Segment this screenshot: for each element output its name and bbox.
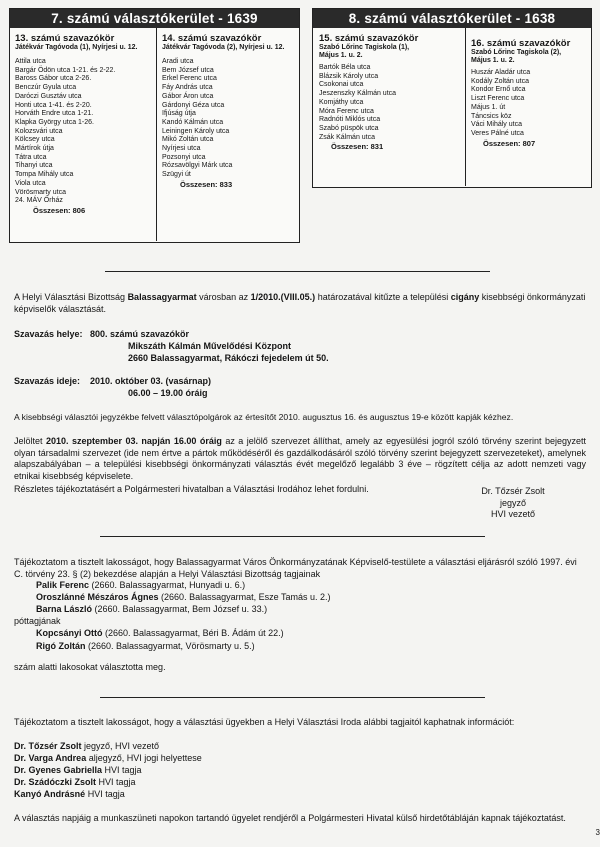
details-text: Részletes tájékoztatásért a Polgármesteri hivatalban a Választási Irodához lehet fordulni. bbox=[14, 484, 369, 494]
street-name: Fáy András utca bbox=[162, 84, 213, 92]
voting-hours: 06.00 – 19.00 óráig bbox=[128, 388, 208, 398]
member-name: Kanyó Andrásné bbox=[14, 789, 86, 799]
street-name: Ifjúság útja bbox=[162, 110, 196, 118]
street-name: Benczúr Gyula utca bbox=[15, 84, 77, 92]
precinct-16-total: Összesen: 807 bbox=[483, 138, 536, 148]
street-name: Veres Pálné utca bbox=[471, 129, 524, 137]
member-name: Oroszlánné Mészáros Ágnes bbox=[36, 592, 159, 602]
column-divider bbox=[465, 28, 466, 186]
precinct-15-location bbox=[319, 44, 465, 60]
location-line: Május 1. u. 2. bbox=[471, 57, 515, 64]
venue-building: Mikszáth Kálmán Művelődési Központ bbox=[128, 341, 292, 351]
time-label: Szavazás ideje: bbox=[14, 376, 81, 386]
member-role: aljegyző, HVI jogi helyettese bbox=[86, 753, 202, 763]
street-list bbox=[162, 58, 297, 180]
street-name: Nyírjesi utca bbox=[162, 145, 201, 153]
precinct-13-total: Összesen: 806 bbox=[33, 205, 86, 215]
section-divider bbox=[100, 536, 485, 537]
location-line: Szabó Lőrinc Tagiskola (1), bbox=[319, 44, 410, 51]
town-name: Balassagyarmat bbox=[127, 292, 197, 302]
text-span: kisebbségi önkormányzati képviselők választását. bbox=[14, 292, 586, 314]
nomination-deadline: 2010. szeptember 03. napján 16.00 óráig bbox=[45, 436, 222, 446]
precinct-16 bbox=[471, 39, 587, 148]
text-span: A Helyi Választási Bizottság bbox=[14, 292, 128, 302]
street-name: Kondor Ernő utca bbox=[471, 86, 526, 94]
precinct-14-location: Játékvár Tagóvoda (2), Nyírjesi u. 12. bbox=[162, 44, 285, 51]
street-name: Pozsonyi utca bbox=[162, 153, 206, 161]
street-list bbox=[319, 64, 465, 142]
column-divider bbox=[156, 28, 157, 241]
precinct-16-heading: 16. számú szavazókör bbox=[471, 38, 571, 49]
district-8-box bbox=[312, 8, 592, 188]
street-name: Klapka György utca 1-26. bbox=[15, 118, 94, 126]
district-8-title: 8. számú választókerület - 1638 bbox=[313, 9, 591, 28]
district-7-box bbox=[9, 8, 300, 243]
venue-address: 2660 Balassagyarmat, Rákóczi fejedelem út 50. bbox=[128, 353, 329, 363]
section-divider bbox=[105, 271, 490, 272]
signature-block bbox=[458, 486, 568, 521]
section-divider bbox=[100, 697, 485, 698]
nomination-text bbox=[14, 436, 586, 482]
street-name: Vörösmarty utca bbox=[15, 188, 66, 196]
member-name: Dr. Tőzsér Zsolt bbox=[14, 741, 82, 751]
street-name: 24. MÁV Őrház bbox=[15, 197, 63, 205]
street-name: Honti utca 1-41. és 2-20. bbox=[15, 101, 92, 109]
alternate-member bbox=[36, 628, 284, 639]
street-name: Május 1. út bbox=[471, 103, 506, 111]
street-name: Móra Ferenc utca bbox=[319, 107, 374, 115]
street-list bbox=[15, 58, 155, 206]
text-span: Jelöltet bbox=[14, 436, 46, 446]
member-name: Palik Ferenc bbox=[36, 580, 90, 590]
street-name: Baross Gábor utca 2-26. bbox=[15, 75, 92, 83]
street-name: Mikó Zoltán utca bbox=[162, 136, 214, 144]
member-role: HVI tagja bbox=[96, 777, 136, 787]
alternate-member bbox=[36, 641, 255, 652]
street-name: Kandó Kálmán utca bbox=[162, 118, 224, 126]
text-span: városban az bbox=[196, 292, 251, 302]
committee-member bbox=[36, 592, 330, 603]
member-name: Dr. Gyenes Gabriella bbox=[14, 765, 103, 775]
street-name: Radnóti Miklós utca bbox=[319, 116, 381, 124]
member-name: Rigó Zoltán bbox=[36, 641, 86, 651]
street-name: Kölcsey utca bbox=[15, 136, 55, 144]
precinct-13 bbox=[15, 34, 155, 215]
street-name: Leiningen Károly utca bbox=[162, 127, 230, 135]
street-name: Szabó püspök utca bbox=[319, 124, 379, 132]
street-name: Daróczi Gusztáv utca bbox=[15, 92, 82, 100]
minority-name: cigány bbox=[450, 292, 480, 302]
street-name: Szügyi út bbox=[162, 171, 191, 179]
precinct-15-heading: 15. számú szavazókör bbox=[319, 33, 419, 44]
office-member bbox=[14, 765, 142, 776]
signature-role: HVI vezető bbox=[490, 509, 536, 519]
voting-date: 2010. október 03. (vasárnap) bbox=[90, 376, 212, 386]
street-name: Viola utca bbox=[15, 179, 46, 187]
precinct-15 bbox=[319, 34, 465, 151]
office-member bbox=[14, 741, 159, 752]
committee-intro: Tájékoztatom a tisztelt lakosságot, hogy Balassagyarmat Város Önkormányzatának Képviselő-testülete a választási eljárásról szóló 1997. évi C. törvény 23. § (2) bekezdése alapján a Helyi Választási Bizottság tagjainak bbox=[14, 557, 577, 579]
street-name: Tátra utca bbox=[15, 153, 47, 161]
street-name: Táncsics köz bbox=[471, 112, 512, 120]
street-name: Rózsavölgyi Márk utca bbox=[162, 162, 233, 170]
member-name: Dr. Varga Andrea bbox=[14, 753, 87, 763]
street-name: Zsák Kálmán utca bbox=[319, 133, 376, 141]
member-name: Kopcsányi Ottó bbox=[36, 628, 103, 638]
office-member bbox=[14, 777, 136, 788]
precinct-14 bbox=[162, 34, 297, 189]
street-name: Tihanyi utca bbox=[15, 162, 53, 170]
member-role: jegyző, HVI vezető bbox=[81, 741, 160, 751]
office-member bbox=[14, 753, 202, 764]
street-name: Kodály Zoltán utca bbox=[471, 77, 529, 85]
precinct-14-heading: 14. számú szavazókör bbox=[162, 33, 262, 44]
precinct-16-location bbox=[471, 49, 587, 65]
street-name: Erkel Ferenc utca bbox=[162, 75, 217, 83]
street-name: Gábor Áron utca bbox=[162, 92, 214, 100]
street-name: Mártírok útja bbox=[15, 145, 54, 153]
street-name: Aradi utca bbox=[162, 58, 194, 65]
street-name: Gárdonyi Géza utca bbox=[162, 101, 225, 109]
member-address: (2660. Balassagyarmat, Hunyadi u. 6.) bbox=[89, 580, 246, 590]
street-name: Bartók Béla utca bbox=[319, 64, 371, 71]
precinct-14-total: Összesen: 833 bbox=[180, 179, 233, 189]
member-address: (2660. Balassagyarmat, Béri B. Ádám út 22.) bbox=[102, 628, 284, 638]
committee-member bbox=[36, 604, 267, 615]
office-closing: A választás napjáig a munkaszüneti napokon tartandó ügyelet rendjéről a Polgármesteri Hivatal külső hirdetőtábláján kapnak tájékoztatást. bbox=[14, 813, 566, 823]
street-name: Horváth Endre utca 1-21. bbox=[15, 110, 94, 118]
street-name: Kolozsvári utca bbox=[15, 127, 63, 135]
precinct-15-total: Összesen: 831 bbox=[331, 142, 384, 152]
announcement-intro bbox=[14, 292, 586, 315]
street-name: Attila utca bbox=[15, 58, 46, 65]
street-name: Komjáthy utca bbox=[319, 98, 364, 106]
member-role: HVI tagja bbox=[85, 789, 125, 799]
street-name: Jeszenszky Kálmán utca bbox=[319, 90, 397, 98]
street-list bbox=[471, 69, 587, 139]
location-line: Május 1. u. 2. bbox=[319, 52, 363, 59]
member-address: (2660. Balassagyarmat, Bem József u. 33.) bbox=[92, 604, 268, 614]
street-name: Bem József utca bbox=[162, 66, 214, 74]
text-span: határozatával kitűzte a települési bbox=[315, 292, 451, 302]
alternates-label: póttagjának bbox=[14, 616, 61, 626]
venue-label: Szavazás helye: bbox=[14, 329, 83, 339]
street-name: Liszt Ferenc utca bbox=[471, 95, 525, 103]
committee-closing: szám alatti lakosokat választotta meg. bbox=[14, 662, 166, 672]
venue-precinct: 800. számú szavazókör bbox=[90, 329, 190, 339]
location-line: Szabó Lőrinc Tagiskola (2), bbox=[471, 49, 562, 56]
street-name: Blázsik Károly utca bbox=[319, 72, 379, 80]
district-7-title: 7. számú választókerület - 1639 bbox=[10, 9, 299, 28]
office-member bbox=[14, 789, 125, 800]
street-name: Tompa Mihály utca bbox=[15, 171, 74, 179]
signature-name: Dr. Tőzsér Zsolt bbox=[481, 486, 545, 496]
member-role: HVI tagja bbox=[102, 765, 142, 775]
street-name: Bargár Ödön utca 1-21. és 2-22. bbox=[15, 66, 116, 74]
page-number: 3 bbox=[595, 828, 600, 837]
member-address: (2660. Balassagyarmat, Vörösmarty u. 5.) bbox=[85, 641, 255, 651]
notification-text: A kisebbségi választói jegyzékbe felvett választópolgárok az értesítőt 2010. augusztus 16. és augusztus 19-e között kapják kézhez. bbox=[14, 412, 514, 422]
member-name: Dr. Szádóczki Zsolt bbox=[14, 777, 97, 787]
street-name: Váci Mihály utca bbox=[471, 121, 522, 129]
precinct-13-location: Játékvár Tagóvoda (1), Nyírjesi u. 12. bbox=[15, 44, 138, 51]
signature-title: jegyző bbox=[499, 497, 526, 508]
street-name: Huszár Aladár utca bbox=[471, 69, 531, 76]
precinct-13-heading: 13. számú szavazókör bbox=[15, 33, 115, 44]
member-address: (2660. Balassagyarmat, Esze Tamás u. 2.) bbox=[158, 592, 331, 602]
member-name: Barna László bbox=[36, 604, 93, 614]
committee-member bbox=[36, 580, 245, 591]
office-intro: Tájékoztatom a tisztelt lakosságot, hogy a választási ügyekben a Helyi Választási Iroda alábbi tagjaitól kaphatnak információt: bbox=[14, 717, 515, 727]
resolution-number: 1/2010.(VIII.05.) bbox=[250, 292, 316, 302]
street-name: Csokonai utca bbox=[319, 81, 364, 89]
text-span: az a jelölő szervezet állíthat, amely az egyesülési jogról szóló törvény szerint bejegyzett olyan társadalmi szervezet (ide nem értve a pártok működéséről és gazdálkodásáról szóló törvény szerint bejegyzett szervezeteket), amelynek alapszabályában – a települési kisebbségi önkormányzati választás évét megelőző legalább 3 éve – rögzített célja az adott nemzeti vagy etnikai kisebbség képviselete. bbox=[14, 436, 586, 481]
